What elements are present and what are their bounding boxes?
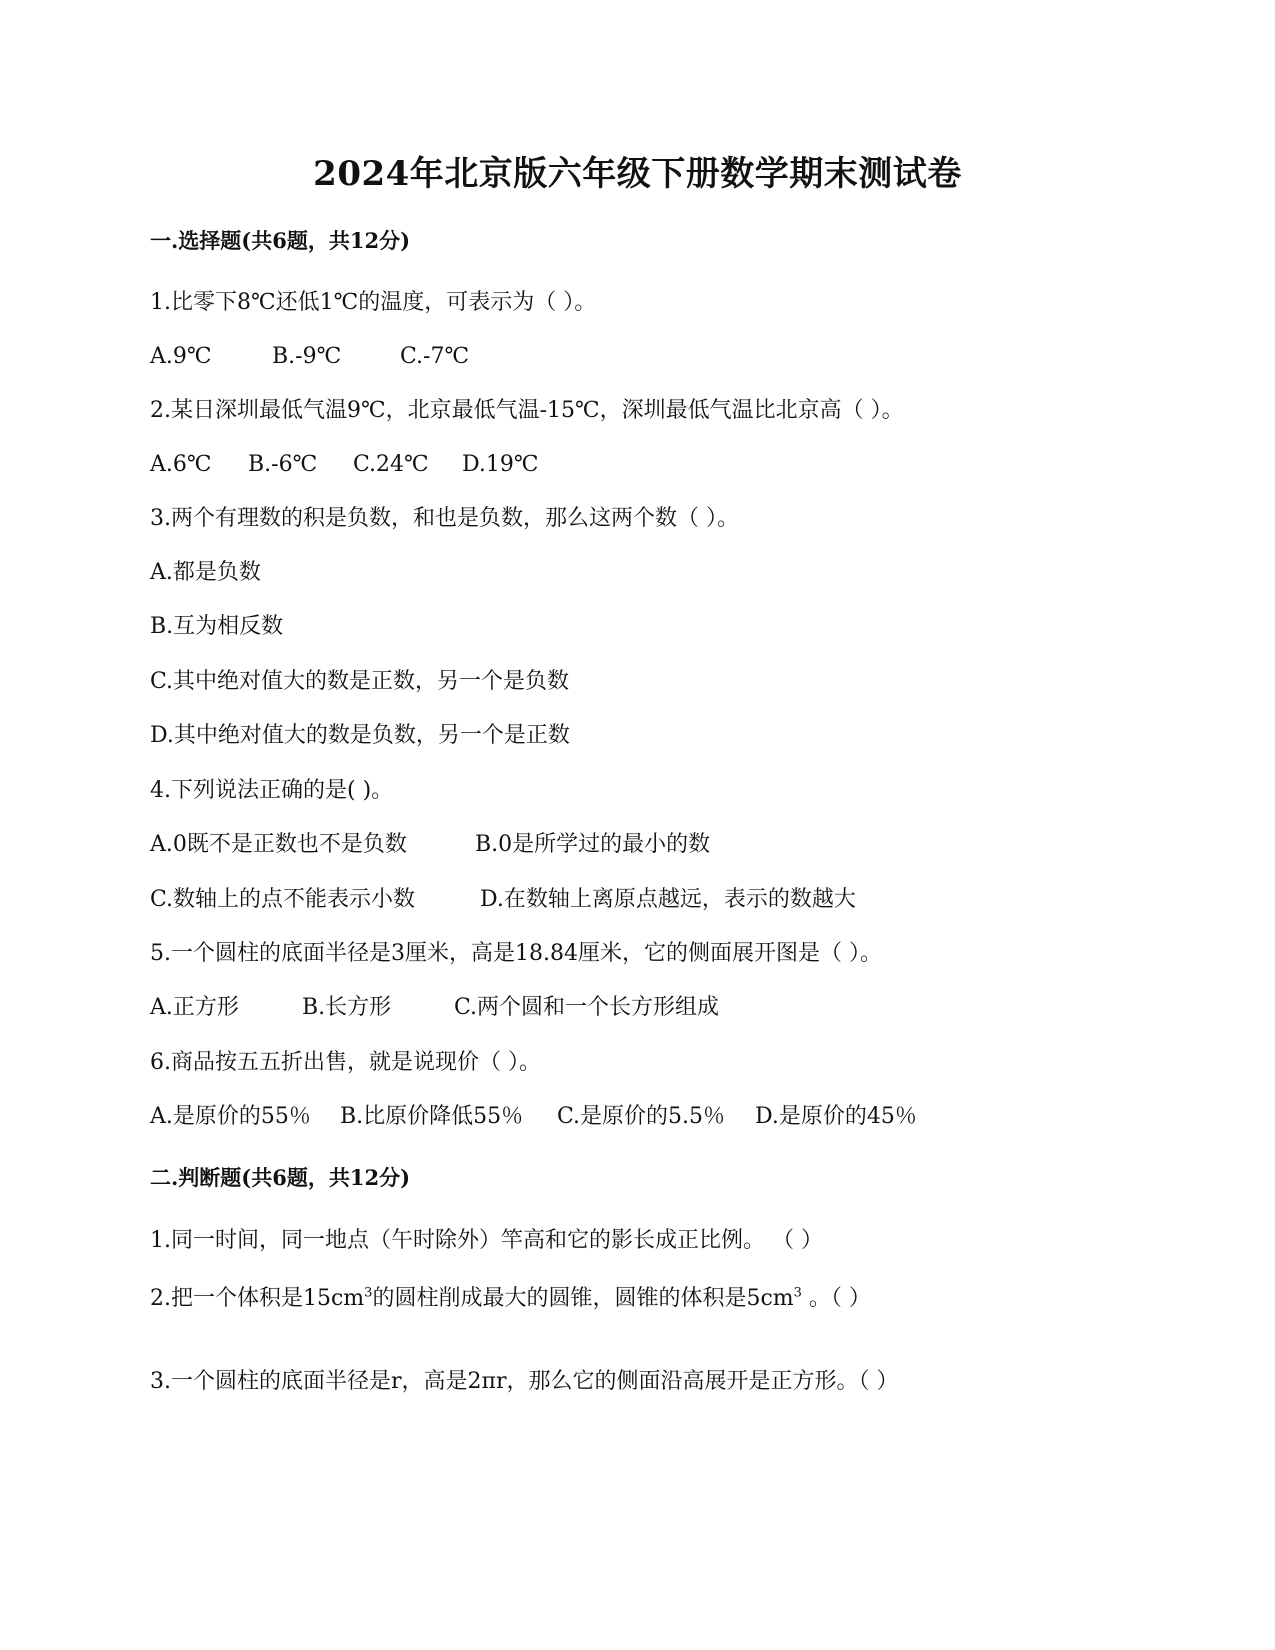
question-stem	[150, 1283, 871, 1315]
option: D.其中绝对值大的数是负数，另一个是正数	[150, 723, 570, 748]
page-title: 2024年北京版六年级下册数学期末测试卷	[313, 154, 962, 194]
question-stem: 3.两个有理数的积是负数，和也是负数，那么这两个数（ ）。	[150, 506, 739, 531]
section-heading-choice: 一.选择题(共6题，共12分)	[150, 228, 411, 253]
question-stem: 1.同一时间，同一地点（午时除外）竿高和它的影长成正比例。 （ ）	[150, 1228, 823, 1253]
question-stem: 3.一个圆柱的底面半径是r，高是2πr，那么它的侧面沿高展开是正方形。（ ）	[150, 1369, 899, 1394]
question-stem: 5.一个圆柱的底面半径是3厘米，高是18.84厘米，它的侧面展开图是（ ）。	[150, 941, 882, 966]
question-text: 的圆柱削成最大的圆锥，圆锥的体积是5cm	[372, 1286, 794, 1311]
question-stem: 2.某日深圳最低气温9℃，北京最低气温-15℃，深圳最低气温比北京高（ ）。	[150, 398, 904, 423]
option: B.长方形	[302, 995, 392, 1020]
option: B.-9℃	[272, 344, 342, 369]
question-text: 。（ ）	[801, 1286, 871, 1311]
option: D.在数轴上离原点越远，表示的数越大	[480, 887, 856, 912]
option: C.是原价的5.5％	[557, 1104, 726, 1129]
option: C.数轴上的点不能表示小数	[150, 887, 416, 912]
option: D.是原价的45％	[755, 1104, 917, 1129]
question-options	[150, 1101, 917, 1133]
option: B.-6℃	[248, 452, 318, 477]
question-options	[150, 884, 856, 916]
option: D.19℃	[462, 452, 539, 477]
option: A.是原价的55％	[150, 1104, 311, 1129]
option: A.9℃	[150, 344, 212, 369]
option: B.比原价降低55％	[340, 1104, 524, 1129]
question-stem: 1.比零下8℃还低1℃的温度，可表示为（ ）。	[150, 290, 597, 315]
option: B.互为相反数	[150, 614, 284, 639]
option: A.都是负数	[150, 560, 261, 585]
question-options	[150, 829, 710, 861]
option: A.6℃	[150, 452, 212, 477]
option: C.-7℃	[400, 344, 470, 369]
question-stem: 6.商品按五五折出售，就是说现价（ ）。	[150, 1050, 541, 1075]
option: A.正方形	[150, 995, 239, 1020]
question-text: 2.把一个体积是15cm	[150, 1286, 365, 1311]
question-options	[150, 449, 538, 481]
option: B.0是所学过的最小的数	[475, 832, 711, 857]
question-options	[150, 341, 469, 373]
option: C.其中绝对值大的数是正数，另一个是负数	[150, 669, 570, 694]
option: C.24℃	[353, 452, 429, 477]
superscript: 3	[364, 1285, 373, 1301]
section-heading-judgement: 二.判断题(共6题，共12分)	[150, 1165, 411, 1190]
option: A.0既不是正数也不是负数	[150, 832, 407, 857]
option: C.两个圆和一个长方形组成	[454, 995, 720, 1020]
question-options	[150, 992, 719, 1024]
superscript: 3	[793, 1285, 802, 1301]
question-stem: 4.下列说法正确的是( )。	[150, 778, 394, 803]
